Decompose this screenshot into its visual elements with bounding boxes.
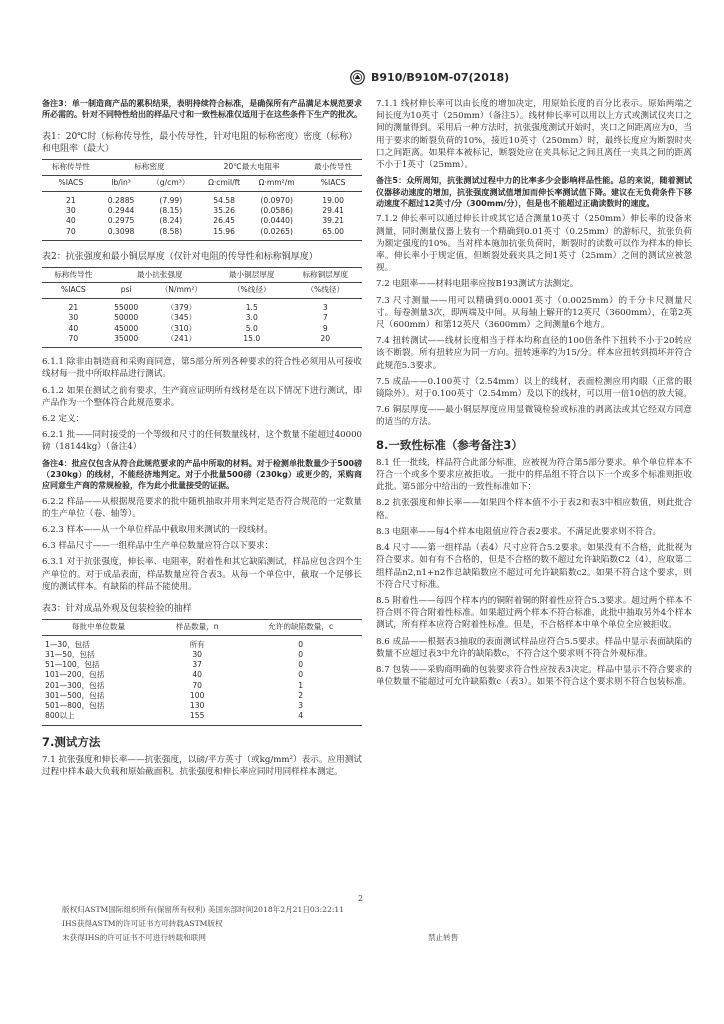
- paragraph-6-2: 6.2 定义：: [42, 413, 85, 424]
- table-cell: 301—500，包括: [45, 690, 105, 700]
- table1-header: 最小传导性: [304, 160, 362, 176]
- table-cell: 0.2975: [107, 216, 135, 226]
- table-cell: 130: [189, 701, 205, 711]
- table-cell: 0: [298, 639, 304, 649]
- table2-unit: （%线径）: [215, 283, 288, 299]
- table-cell: （310）: [166, 323, 197, 333]
- paragraph-7-1-1: 7.1.1 线材伸长率可以由长度的增加决定，用原始长度的百分比表示。原始两端之间长度为10英寸（250mm）（备注5）。线材伸长率可以用以上方式或测试仪夹口之间的测量得到。采用后一种方法时，抗张强度测试开始时，夹口之间距离应为0，当用于要求的断裂负荷的10%，接近10英寸（250mm）时，最终长度应为断裂时夹口之间距离。如果样本被标记，断裂处应在夹具标记之间且离任一夹具之间的距离不小于1英寸（25mm）。: [376, 99, 692, 171]
- table1-unit: Ω·mm²/m: [249, 176, 304, 192]
- paragraph-8-3: 8.3 电阻率——每4个样本电阻值应符合表2要求。不满足此要求则不符合。: [376, 526, 662, 537]
- table-cell: (8.58): [142, 227, 199, 241]
- table-cell: 70: [42, 227, 100, 241]
- left-column: [42, 98, 362, 782]
- table-cell: （241）: [148, 334, 215, 348]
- table-cell: 5.0: [245, 323, 258, 333]
- table-cell: 26.45: [213, 216, 235, 226]
- table-cell: 1: [298, 680, 304, 690]
- paragraph-7-3: 7.3 尺寸测量——用可以精确到0.0001英寸（0.0025mm）的千分卡尺测量尺寸。每卷测量3次，即两端及中间。从每轴上解开的12英尺（3600mm），在第2英尺（600mm）和第12英尺（3600mm）之间测量6个地方。: [376, 295, 692, 330]
- table-cell: 45000: [114, 323, 139, 333]
- table-cell: 70: [42, 334, 105, 348]
- table1-unit: lb/in³: [100, 176, 143, 192]
- table-row: [42, 191, 362, 206]
- table-cell: 800以上: [42, 711, 155, 725]
- table1-unit: （g/cm³）: [142, 176, 199, 192]
- table-cell: 3.0: [245, 313, 258, 323]
- table-3: [42, 619, 362, 726]
- table-cell: 39.21: [322, 216, 344, 226]
- table-cell: （345）: [166, 313, 197, 323]
- document-header: [350, 70, 610, 86]
- table-row: [42, 650, 362, 660]
- paragraph-7-2: 7.2 电阻率——材料电阻率应按B193测试方法测定。: [376, 279, 579, 290]
- note-5: 备注5：众所周知，抗张测试过程中力的比率多少会影响样品性能。总的来说，随着测试仪器移动速度的增加，抗张强度测试值增加而伸长率测试值下降。建议在无负荷条件下移动速度不超过12英寸/分（300mm/分），但是也不能超过正确读数时的速度。: [376, 176, 692, 208]
- table-row: [42, 334, 362, 348]
- table1-header: 标称密度: [100, 160, 199, 176]
- astm-logo-icon: [350, 70, 365, 85]
- paragraph-8-6: 8.6 成品——根据表3抽取的表面测试样品应符合5.5要求。样品中显示表面缺陷的数量不应超过表3中允许的缺陷数c，不符合这个要求则不符合外观标准。: [376, 636, 692, 659]
- table-cell: (8.24): [159, 216, 183, 226]
- paragraph-7-4: 7.4 扭转测试——线材长度相当于样本均称直径的100倍条件下扭转不小于20转应该不断裂。所有扭转应为同一方向。扭转速率约为15/分。样本应扭转到损坏并符合此规范5.3要求。: [376, 336, 692, 371]
- license-line: IHS获得ASTM的许可证书方可转载ASTM版权: [62, 919, 223, 928]
- paragraph-6-1-1: 6.1.1 除非由制造商和采购商同意，第5部分所列各种要求的符合性必须用从可接收线材每一批中所取样品进行测试。: [42, 357, 362, 380]
- table3-caption: 表3：针对成品外观及包装检验的抽样: [42, 604, 192, 615]
- table-cell: （379）: [166, 303, 197, 313]
- page-number: 2: [358, 894, 364, 903]
- table-cell: (7.99): [159, 195, 183, 205]
- table-row: [42, 681, 362, 691]
- table-cell: (0.0440): [260, 216, 293, 226]
- table-cell: 30: [192, 649, 203, 659]
- table2-header: 标称传导性: [42, 267, 105, 283]
- table-cell: 54.58: [213, 195, 235, 205]
- paragraph-6-2-1: 6.2.1 批——同时接受的一个等级和尺寸的任何数量线材，这个数量不能超过40000磅（18144kg）（备注4）: [42, 430, 362, 453]
- table1-unit: Ω·cmil/ft: [199, 176, 249, 192]
- table-cell: 0.3098: [100, 227, 143, 241]
- table-cell: 19.00: [322, 195, 344, 205]
- table2-unit: （N/mm²）: [148, 283, 215, 299]
- table3-header: 允许的缺陷数量，c: [239, 619, 362, 635]
- table-cell: 40: [68, 323, 79, 333]
- table-cell: 51—100，包括: [45, 660, 100, 670]
- table-cell: 40: [66, 216, 76, 226]
- table-1: [42, 159, 362, 241]
- table-cell: 21: [66, 195, 76, 205]
- table-row: [42, 670, 362, 680]
- table1-unit: %IACS: [42, 176, 100, 192]
- table-cell: 4: [239, 711, 362, 725]
- table-cell: 40: [192, 670, 203, 680]
- table-row: [42, 324, 362, 334]
- license-restriction-line: 未获得IHS的许可证书不可进行转载和联网: [62, 933, 206, 942]
- section-7-heading: 7.测试方法: [42, 734, 101, 749]
- table-cell: 201—300，包括: [45, 680, 105, 690]
- table-cell: 2: [298, 690, 304, 700]
- standard-number: B910/B910M-07(2018): [371, 71, 510, 84]
- paragraph-6-1-2: 6.1.2 如果在测试之前有要求，生产商应证明所有线材是在以下情况下进行测试，即产品作为一个整体符合此规范要求。: [42, 385, 362, 408]
- note-3: 备注3：单一制造商产品的累积结果，表明持续符合标准，是确保所有产品满足本规范要求所必需的。针对不同特性给出的样品尺寸和一致性标准仅适用于在这些条件下生产的批次。: [42, 99, 362, 120]
- table2-unit: psi: [105, 283, 148, 299]
- table-cell: (0.0970): [260, 195, 293, 205]
- table-cell: 35.26: [213, 206, 235, 216]
- table-cell: (0.0265): [249, 227, 304, 241]
- table2-unit: （%线径）: [289, 283, 363, 299]
- table-row: [42, 227, 362, 241]
- table-cell: 29.41: [322, 206, 344, 216]
- table-cell: 50000: [114, 313, 139, 323]
- table-row: [42, 313, 362, 323]
- table-cell: 15.96: [199, 227, 249, 241]
- table-cell: 30: [68, 313, 79, 323]
- table-cell: 0: [298, 670, 304, 680]
- table-row: [42, 206, 362, 216]
- paragraph-8-5: 8.5 附着性——每四个样本内的铜附着铜的附着性应符合5.3要求。超过两个样本不符合则不符合附着性标准。如果超过两个样本不符合标准，此批中抽取另外4个样本测试，所有样本应符合附着性标准。但是，不合格样本中单个单位全应被拒收。: [376, 595, 692, 631]
- table-cell: 55000: [114, 303, 139, 313]
- table-cell: 0: [298, 649, 304, 659]
- table1-caption: 表1：20℃时（标称传导性，最小传导性，针对电阻的标称密度）密度（标称）和电阻率（最大）: [42, 131, 358, 155]
- table-cell: 0.2885: [107, 195, 135, 205]
- paragraph-6-3: 6.3 样品尺寸——一组样品中生产单位数量应符合以下要求：: [42, 541, 274, 552]
- resale-notice: 禁止转售: [428, 933, 459, 942]
- table-cell: 101—200，包括: [45, 670, 105, 680]
- paragraph-7-5: 7.5 成品——0.100英寸（2.54mm）以上的线材，表面检测应用肉眼（正常的眼镜除外）。对于0.100英寸（2.54mm）及以下的线材，可以用一倍10倍的放大镜。: [376, 376, 692, 399]
- right-column: [376, 98, 692, 692]
- note-4: 备注4：批应仅包含从符合此规范要求的产品中所取的材料。对于检测单批数量少于500磅（230kg）的线材，不能经济地判定。对于小批量500磅（230kg）或更少的，采购商应同意生产商的常规检验，作为此小批量接受的证据。: [42, 458, 362, 491]
- copyright-line: 版权归ASTM国际组织所有(保留所有权利) 美国东部时间2018年2月21日03:22:11: [62, 905, 345, 914]
- table2-header: 最小铜层厚度: [215, 267, 288, 283]
- table-cell: 0: [298, 660, 304, 670]
- table-cell: 9: [322, 323, 328, 333]
- paragraph-7-1-2: 7.1.2 伸长率可以通过伸长计或其它适合测量10英寸（250mm）伸长率的设备来测量，同时测量仪器上装有一个精确到0.01英寸（0.25mm）的游标尺，抗张负荷为额定强度的10%。当对样本施加抗张负荷时，断裂时的读数可以作为样本的伸长率。伸长率小于规定值，但断裂处载夹具之间1英寸（25mm）之间的测试应被忽视。: [376, 214, 692, 274]
- section-8-heading: 8.一致性标准（参考备注3）: [376, 437, 523, 452]
- table-cell: 100: [189, 690, 205, 700]
- table-row: [42, 701, 362, 711]
- table-cell: 3: [298, 701, 304, 711]
- paragraph-6-2-2: 6.2.2 样品——从根据规范要求的批中随机抽取并用来判定是否符合规范的一定数量的生产单位（卷、轴等）。: [42, 496, 362, 519]
- table-cell: (0.0586): [260, 206, 293, 216]
- table-cell: 501—800，包括: [45, 701, 105, 711]
- table-row: [42, 635, 362, 650]
- paragraph-8-4: 8.4 尺寸——第一组样品（表4）尺寸应符合5.2要求。如果没有不合格，此批视为符合要求。如有有不合格的，但是不合格的数不超过允许缺陷数C2（4），应取第二组样品n2,n1+n2作总缺陷数应不超过可允许缺陷数c2。如果不符合这个要求，则不符合尺寸标准。: [376, 543, 692, 590]
- paragraph-7-6: 7.6 铜层厚度——最小铜层厚度应用显微镜检验或标准的剥离法或其它经双方同意的适当的方法。: [376, 405, 692, 428]
- table-cell: 31—50，包括: [45, 649, 95, 659]
- table2-unit: %IACS: [42, 283, 105, 299]
- table-2: [42, 267, 362, 349]
- paragraph-6-2-3: 6.2.3 样本——从一个单位样品中截取用来测试的一段线材。: [42, 525, 273, 536]
- table2-caption: 表2：抗张强度和最小铜层厚度（仅针对电阻的传导性和标称铜厚度）: [42, 251, 318, 262]
- table-cell: 35000: [105, 334, 148, 348]
- table-cell: (8.15): [159, 206, 183, 216]
- table-cell: 15.0: [215, 334, 288, 348]
- paragraph-7-1: 7.1 抗张强度和伸长率——抗张强度，以磅/平方英寸（或kg/mm²）表示。应用测试过程中样本最大负载和原始截面积。抗张强度和伸长率应同时用同样样本测定。: [42, 754, 362, 778]
- table-row: [42, 299, 362, 314]
- paragraph-8-2: 8.2 抗张强度和伸长率——如果四个样本值不小于表2和表3中相应数值，则此批合格。: [376, 498, 692, 521]
- table2-header: 最小抗张强度: [105, 267, 215, 283]
- table-cell: 70: [192, 680, 203, 690]
- table-row: [42, 660, 362, 670]
- table-cell: 37: [192, 660, 203, 670]
- table1-header: 20℃最大电阻率: [199, 160, 304, 176]
- table-cell: 21: [68, 303, 79, 313]
- table-cell: 1—30，包括: [45, 639, 90, 649]
- table-cell: 所有: [189, 639, 205, 649]
- table-row: [42, 216, 362, 226]
- table-cell: 30: [66, 206, 76, 216]
- table1-unit: %IACS: [304, 176, 362, 192]
- table-row: [42, 691, 362, 701]
- table-row: [42, 711, 362, 725]
- table2-header: 标称铜层厚度: [289, 267, 363, 283]
- paragraph-8-1: 8.1 任一批线，样品符合此部分标准，应被视为符合第5部分要求。单个单位样本不符合一个或多个要求应被拒收。一批中的样品组不符合以下一个或多个标准则拒收此批。第5部分中给出的一致性标准如下：: [376, 457, 692, 493]
- table1-header: 标称传导性: [42, 160, 100, 176]
- table-cell: 20: [289, 334, 363, 348]
- table-cell: 1.5: [245, 303, 258, 313]
- table-cell: 0.2944: [107, 206, 135, 216]
- table-cell: 65.00: [304, 227, 362, 241]
- table-cell: 7: [322, 313, 328, 323]
- table3-header: 样品数量，n: [155, 619, 239, 635]
- table-cell: 155: [155, 711, 239, 725]
- paragraph-6-3-1: 6.3.1 对于抗张强度，伸长率、电阻率，附着性和其它缺陷测试，样品应包含四个生产单位的。对于成品表面，样品数量应符合表3。从每一个单位中，截取一个足够长度的测试样本。有缺陷的样品不能使用。: [42, 557, 362, 592]
- table3-header: 每批中单位数量: [42, 619, 155, 635]
- table-cell: 3: [322, 303, 328, 313]
- paragraph-8-7: 8.7 包装——采购商明确的包装要求符合性应按表3决定。样品中显示不符合要求的单位数量不能超过可允许缺陷数c（表3）。如果不符合这个要求则不符合包装标准。: [376, 664, 692, 688]
